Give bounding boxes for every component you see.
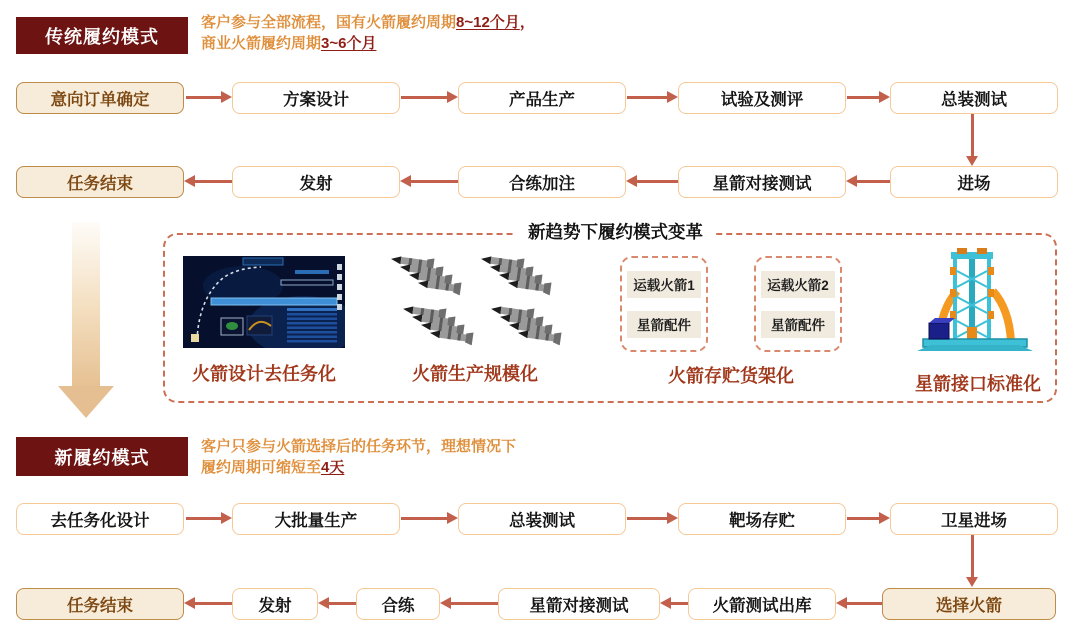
arrow-right-icon [401, 517, 448, 520]
arrow-left-icon [846, 602, 882, 605]
step-joint-drill-box: 合练 [356, 588, 440, 620]
storage-rack-1 [620, 256, 708, 352]
rack-item-label: 运载火箭1 [627, 271, 701, 298]
step-product-production-box: 产品生产 [458, 82, 626, 114]
new-mode-note-line1 [201, 436, 516, 457]
step-assembly-test-box: 总装测试 [458, 503, 626, 535]
arrow-right-icon [186, 517, 222, 520]
traditional-mode-badge: 传统履约模式 [16, 17, 188, 54]
arrow-left-icon [194, 180, 232, 183]
step-range-storage-box: 靶场存贮 [678, 503, 846, 535]
new-mode-note-line2 [201, 457, 516, 478]
caption-standard-interface: 星箭接口标准化 [915, 374, 1041, 394]
rack-item-label: 运载火箭2 [761, 271, 835, 298]
note-text: 履约周期可缩短至 [201, 459, 322, 476]
note-highlight: 4天 [321, 459, 345, 476]
caption-scaled-production: 火箭生产规模化 [412, 364, 538, 384]
arrow-down-icon [971, 114, 974, 157]
arrow-left-icon [328, 602, 356, 605]
rocket-stand-image-svg [915, 247, 1035, 361]
step-test-outbound-box: 火箭测试出库 [688, 588, 836, 620]
step-mass-production-box: 大批量生产 [232, 503, 400, 535]
big-down-arrow [72, 222, 100, 386]
step-launch-box: 发射 [232, 588, 318, 620]
rack-item-label: 星箭配件 [761, 311, 835, 338]
arrow-left-icon [856, 180, 890, 183]
step-detasked-design-box: 去任务化设计 [16, 503, 184, 535]
step-launch-box: 发射 [232, 166, 400, 198]
new-mode-badge: 新履约模式 [16, 437, 188, 476]
traditional-note [201, 12, 535, 54]
step-satellite-enter-box: 卫星进场 [890, 503, 1058, 535]
note-text: 商业火箭履约周期 [201, 35, 322, 52]
traditional-note-line2 [201, 33, 535, 54]
arrow-left-icon [194, 602, 232, 605]
note-highlight: 3~6个月 [321, 35, 377, 52]
note-text: 客户参与全部流程，国有火箭履约周期 [201, 14, 457, 31]
traditional-note-line1 [201, 12, 535, 33]
step-drill-fueling-box: 合练加注 [458, 166, 626, 198]
rocket-batch-image [388, 250, 562, 355]
arrow-right-icon [627, 96, 668, 99]
step-enter-site-box: 进场 [890, 166, 1058, 198]
note-highlight: 8~12个月 [456, 14, 520, 31]
new-mode-note [201, 436, 516, 478]
step-mission-end-box: 任务结束 [16, 166, 184, 198]
big-down-arrow-head [58, 386, 114, 418]
step-test-evaluation-box: 试验及测评 [678, 82, 846, 114]
arrow-left-icon [636, 180, 678, 183]
rocket-batch-image-svg [388, 250, 562, 350]
arrow-right-icon [186, 96, 222, 99]
arrow-left-icon [450, 602, 498, 605]
arrow-right-icon [847, 96, 880, 99]
rocket-design-screenshot [183, 256, 345, 353]
arrow-right-icon [847, 517, 880, 520]
arrow-left-icon [410, 180, 458, 183]
step-intent-order-box: 意向订单确定 [16, 82, 184, 114]
rack-item-label: 星箭配件 [627, 311, 701, 338]
step-select-rocket-box: 选择火箭 [882, 588, 1056, 620]
caption-shelf-storage: 火箭存贮货架化 [668, 366, 794, 386]
step-assembly-test-box: 总装测试 [890, 82, 1058, 114]
storage-rack-2 [754, 256, 842, 352]
arrow-left-icon [670, 602, 688, 605]
step-docking-test-box: 星箭对接测试 [498, 588, 660, 620]
rocket-stand-image [915, 247, 1035, 366]
caption-detasked-design: 火箭设计去任务化 [192, 364, 336, 384]
step-scheme-design-box: 方案设计 [232, 82, 400, 114]
step-docking-test-box: 星箭对接测试 [678, 166, 846, 198]
arrow-right-icon [627, 517, 668, 520]
step-mission-end-box: 任务结束 [16, 588, 184, 620]
note-text: 客户只参与火箭选择后的任务环节，理想情况下 [201, 438, 517, 455]
arrow-right-icon [401, 96, 448, 99]
rocket-design-screenshot-image [183, 256, 345, 348]
arrow-down-icon [971, 535, 974, 578]
transition-panel-title: 新趋势下履约模式变革 [516, 219, 715, 244]
note-comma: ， [519, 14, 535, 31]
